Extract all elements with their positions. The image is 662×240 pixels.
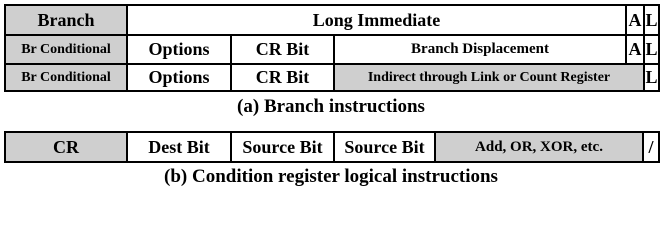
cr-opcode-cell: CR: [6, 133, 128, 161]
a-bit-cell: A: [627, 6, 645, 34]
options-cell: Options: [128, 65, 232, 90]
l-bit-cell: L: [645, 9, 658, 30]
branch-displacement-cell: Branch Displacement: [335, 36, 627, 63]
br-conditional-cell: Br Conditional: [6, 36, 128, 63]
operation-cell: Add, OR, XOR, etc.: [436, 133, 644, 161]
branch-opcode-cell: Branch: [6, 6, 128, 34]
branch-instructions-table: [4, 4, 660, 92]
cr-row: [6, 133, 658, 161]
cr-logical-table: [4, 131, 660, 163]
cr-caption: (b) Condition register logical instructions: [164, 166, 498, 187]
branch-row-3: [6, 65, 658, 90]
branch-row-2: [6, 36, 658, 63]
cr-bit-cell: CR Bit: [232, 36, 335, 63]
reserved-bit-cell: /: [648, 136, 654, 157]
options-cell: Options: [128, 36, 232, 63]
br-conditional-cell: Br Conditional: [6, 65, 128, 90]
branch-row-1: [6, 6, 658, 34]
l-bit-cell: L: [645, 67, 658, 87]
a-bit-cell: A: [627, 36, 645, 63]
indirect-register-cell: Indirect through Link or Count Register: [335, 65, 645, 90]
l-bit-cell: L: [645, 39, 658, 59]
long-immediate-cell: Long Immediate: [128, 6, 627, 34]
source-bit-a-cell: Source Bit: [232, 133, 335, 161]
cr-bit-cell: CR Bit: [232, 65, 335, 90]
dest-bit-cell: Dest Bit: [128, 133, 232, 161]
branch-caption: (a) Branch instructions: [237, 96, 425, 117]
source-bit-b-cell: Source Bit: [335, 133, 436, 161]
